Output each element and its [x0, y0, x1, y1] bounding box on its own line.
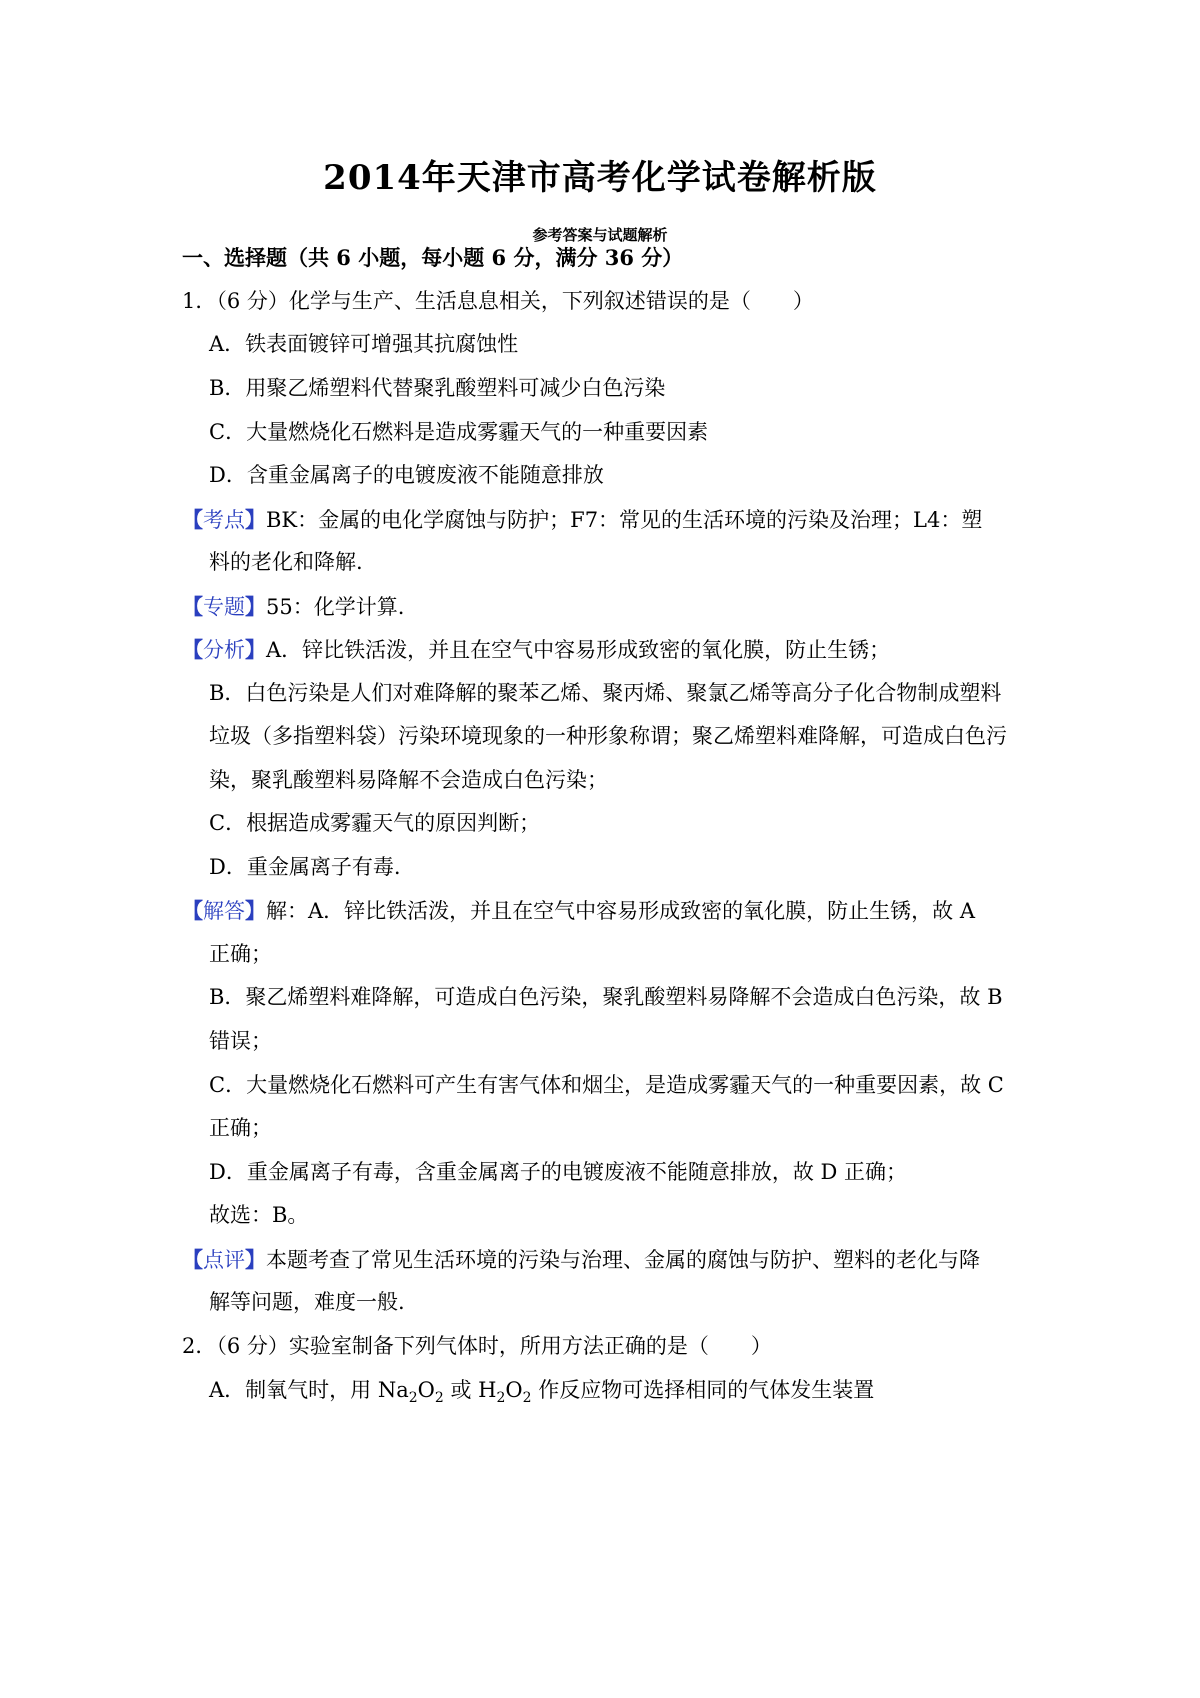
- dianping-text-cont: 解等问题，难度一般.: [209, 1290, 405, 1314]
- jieda-c-2: 正确；: [209, 1116, 272, 1140]
- section-heading: 一、选择题（共 6 小题，每小题 6 分，满分 36 分）: [182, 245, 684, 270]
- page-subtitle: 参考答案与试题解析: [532, 226, 668, 244]
- kaodian-line: 【考点】BK：金属的电化学腐蚀与防护；F7：常见的生活环境的污染及治理；L4：塑: [182, 507, 983, 532]
- option-a-text-5: 作反应物可选择相同的气体发生装置: [531, 1378, 875, 1402]
- jieda-final: 故选：B。: [209, 1203, 309, 1227]
- kaodian-text-cont: 料的老化和降解.: [209, 550, 363, 574]
- jieda-tag: 解答: [203, 899, 245, 923]
- jieda-b-1: B．聚乙烯塑料难降解，可造成白色污染，聚乳酸塑料易降解不会造成白色污染，故 B: [209, 985, 1003, 1009]
- fenxi-b-1: B．白色污染是人们对难降解的聚苯乙烯、聚丙烯、聚氯乙烯等高分子化合物制成塑料: [209, 681, 1002, 705]
- subscript: 2: [408, 1390, 418, 1406]
- zhuanti-line: 【专题】55：化学计算.: [182, 594, 405, 619]
- question-1-stem: 1．（6 分）化学与生产、生活息息相关，下列叙述错误的是（ ）: [182, 289, 814, 313]
- option-a-text-2: O: [417, 1378, 435, 1402]
- question-2-stem: 2．（6 分）实验室制备下列气体时，所用方法正确的是（ ）: [182, 1334, 772, 1358]
- question-1-option-a: A．铁表面镀锌可增强其抗腐蚀性: [209, 332, 519, 356]
- page-title: 2014年天津市高考化学试卷解析版: [323, 158, 877, 198]
- option-a-text-1: A．制氧气时，用 Na: [209, 1378, 409, 1402]
- dianping-line: 【点评】本题考查了常见生活环境的污染与治理、金属的腐蚀与防护、塑料的老化与降: [182, 1247, 980, 1272]
- fenxi-c: C．根据造成雾霾天气的原因判断；: [209, 811, 541, 835]
- fenxi-tag: 分析: [203, 638, 245, 662]
- kaodian-tag: 考点: [203, 508, 245, 532]
- dianping-text: 本题考查了常见生活环境的污染与治理、金属的腐蚀与防护、塑料的老化与降: [266, 1248, 980, 1272]
- jieda-c-1: C．大量燃烧化石燃料可产生有害气体和烟尘，是造成雾霾天气的一种重要因素，故 C: [209, 1073, 1004, 1097]
- zhuanti-text: 55：化学计算.: [266, 595, 405, 619]
- question-1-option-c: C．大量燃烧化石燃料是造成雾霾天气的一种重要因素: [209, 420, 709, 444]
- jieda-d: D．重金属离子有毒，含重金属离子的电镀废液不能随意排放，故 D 正确；: [209, 1160, 908, 1184]
- jieda-line: 【解答】解：A．锌比铁活泼，并且在空气中容易形成致密的氧化膜，防止生锈，故 A: [182, 898, 976, 923]
- dianping-tag: 点评: [203, 1248, 245, 1272]
- fenxi-line: 【分析】A．锌比铁活泼，并且在空气中容易形成致密的氧化膜，防止生锈；: [182, 637, 891, 662]
- fenxi-b-2: 垃圾（多指塑料袋）污染环境现象的一种形象称谓；聚乙烯塑料难降解，可造成白色污: [209, 724, 1007, 748]
- zhuanti-tag: 专题: [203, 595, 245, 619]
- question-1-option-b: B．用聚乙烯塑料代替聚乳酸塑料可减少白色污染: [209, 376, 666, 400]
- jieda-b-2: 错误；: [209, 1029, 272, 1053]
- subscript: 2: [496, 1390, 506, 1406]
- subscript: 2: [522, 1390, 532, 1406]
- question-2-option-a: [209, 1378, 875, 1406]
- option-a-text-3: 或 H: [443, 1378, 497, 1402]
- fenxi-d: D．重金属离子有毒.: [209, 855, 401, 879]
- subscript: 2: [434, 1390, 444, 1406]
- fenxi-b-3: 染，聚乳酸塑料易降解不会造成白色污染；: [209, 768, 608, 792]
- option-a-text-4: O: [505, 1378, 523, 1402]
- jieda-a-2: 正确；: [209, 942, 272, 966]
- jieda-a-1: 解：A．锌比铁活泼，并且在空气中容易形成致密的氧化膜，防止生锈，故 A: [266, 899, 976, 923]
- kaodian-text: BK：金属的电化学腐蚀与防护；F7：常见的生活环境的污染及治理；L4：塑: [266, 508, 983, 532]
- fenxi-a: A．锌比铁活泼，并且在空气中容易形成致密的氧化膜，防止生锈；: [266, 638, 891, 662]
- question-1-option-d: D．含重金属离子的电镀废液不能随意排放: [209, 463, 604, 487]
